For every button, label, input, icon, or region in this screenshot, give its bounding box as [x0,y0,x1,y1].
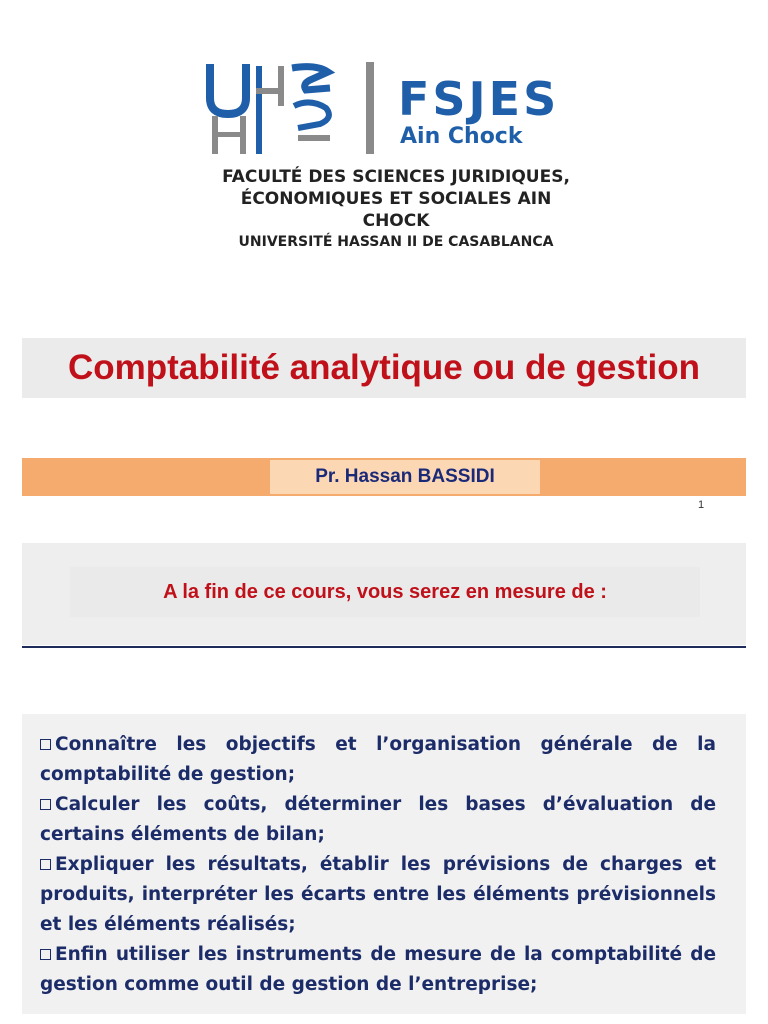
objectives-heading-band [22,543,746,645]
faculty-name [206,166,586,252]
heading-divider [22,646,746,648]
page-number: 1 [698,499,705,511]
university-logo [206,58,586,250]
title-band [22,338,746,398]
list-item-text: Connaître les objectifs et l’organisation générale de la comptabilité de gestion; [40,734,716,785]
author-name: Pr. Hassan BASSIDI [315,466,495,487]
list-item-text: Enfin utiliser les instruments de mesure de la comptabilité de gestion comme outil de gestion de l’entreprise; [40,944,716,995]
checkbox-bullet-icon [40,739,51,750]
list-item-text: Expliquer les résultats, établir les prévisions de charges et produits, interpréter les écarts entre les éléments prévisionnels et les éléments réalisés; [40,854,716,935]
course-title: Comptabilité analytique ou de gestion [68,348,700,387]
university-line: UNIVERSITÉ HASSAN II DE CASABLANCA [238,234,554,250]
checkbox-bullet-icon [40,949,51,960]
list-item [40,850,716,940]
author-box [270,460,540,494]
objectives-heading-box [70,567,700,617]
list-item [40,940,716,1000]
brand-subtitle: Ain Chock [400,124,523,149]
brand-block [398,74,559,150]
faculty-line-2: ÉCONOMIQUES ET SOCIALES AIN CHOCK [240,189,552,231]
uh2c-logo-mark [206,58,346,158]
author-band [22,458,746,496]
objectives-heading: A la fin de ce cours, vous serez en mesure de : [163,581,607,603]
faculty-line-1: FACULTÉ DES SCIENCES JURIDIQUES, [222,167,570,187]
objectives-list [40,730,716,1000]
objectives-list-band [22,714,746,1014]
brand-name: FSJES [398,72,560,126]
list-item [40,730,716,790]
checkbox-bullet-icon [40,799,51,810]
list-item-text: Calculer les coûts, déterminer les bases d’évaluation de certains éléments de bilan; [40,794,716,845]
checkbox-bullet-icon [40,859,51,870]
logo-divider [366,62,374,154]
list-item [40,790,716,850]
